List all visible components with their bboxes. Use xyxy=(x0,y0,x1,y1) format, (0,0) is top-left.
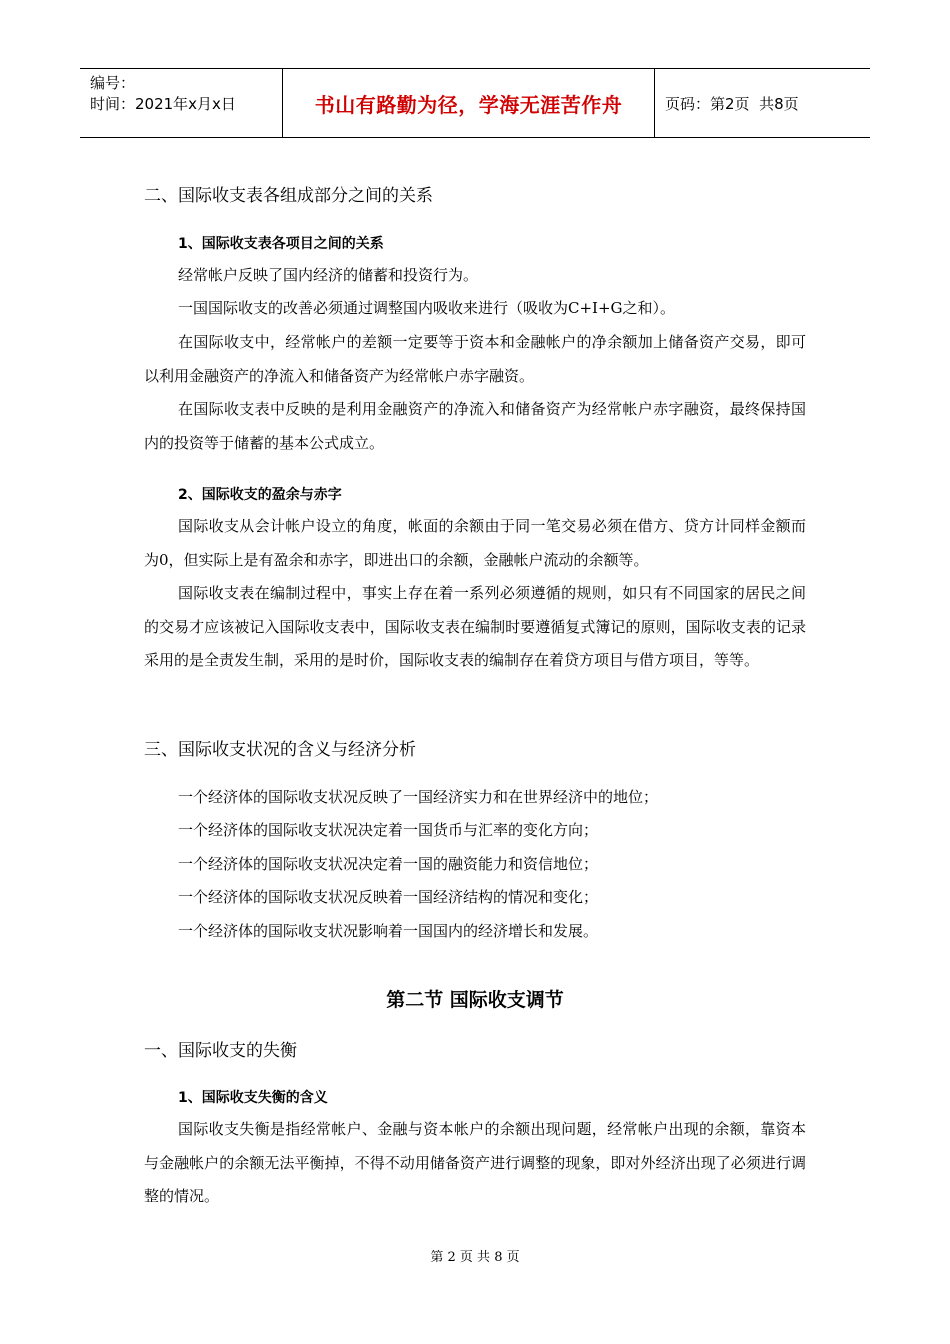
paragraph: 国际收支失衡是指经常帐户、金融与资本帐户的余额出现问题，经常帐户出现的余额，靠资本与金融帐户的余额无法平衡掉，不得不动用储备资产进行调整的现象，即对外经济出现了必须进行调整的情况。 xyxy=(144,1120,806,1205)
paragraph: 国际收支表在编制过程中，事实上存在着一系列必须遵循的规则，如只有不同国家的居民之间的交易才应该被记入国际收支表中，国际收支表在编制时要遵循复式簿记的原则，国际收支表的记录采用的是全责发生制，采用的是时价，国际收支表的编制存在着贷方项目与借方项目，等等。 xyxy=(144,584,806,669)
page-footer xyxy=(0,1246,950,1265)
list-item: 一个经济体的国际收支状况影响着一国国内的经济增长和发展。 xyxy=(178,922,599,940)
header-motto-cell xyxy=(282,69,655,137)
paragraph: 在国际收支中，经常帐户的差额一定要等于资本和金融帐户的净余额加上储备资产交易，即可以利用金融资产的净流入和储备资产为经常帐户赤字融资。 xyxy=(144,333,806,385)
footer-page-number: 第 2 页 共 8 页 xyxy=(430,1250,520,1265)
list-item: 一个经济体的国际收支状况反映着一国经济结构的情况和变化； xyxy=(178,888,599,906)
section-heading: 二、国际收支表各组成部分之间的关系 xyxy=(144,186,433,206)
subsection-heading: 2、国际收支的盈余与赤字 xyxy=(178,487,342,503)
list-item: 一个经济体的国际收支状况反映了一国经济实力和在世界经济中的地位； xyxy=(178,788,659,806)
list-item: 一个经济体的国际收支状况决定着一国货币与汇率的变化方向； xyxy=(178,821,599,839)
paragraph: 经常帐户反映了国内经济的储蓄和投资行为。 xyxy=(178,266,479,284)
number-label: 编号： xyxy=(90,74,136,92)
header-meta xyxy=(80,69,282,137)
paragraph: 在国际收支表中反映的是利用金融资产的净流入和储备资产为经常帐户赤字融资，最终保持国内的投资等于储蓄的基本公式成立。 xyxy=(144,400,806,452)
section-heading: 一、国际收支的失衡 xyxy=(144,1041,297,1061)
date-label: 时间：2021年x月x日 xyxy=(90,95,236,113)
subsection-heading: 1、国际收支表各项目之间的关系 xyxy=(178,236,384,252)
page-header xyxy=(80,68,870,138)
paragraph: 国际收支从会计帐户设立的角度，帐面的余额由于同一笔交易必须在借方、贷方计同样金额而为0，但实际上是有盈余和赤字，即进出口的余额，金融帐户流动的余额等。 xyxy=(144,517,806,569)
paragraph: 一国国际收支的改善必须通过调整国内吸收来进行（吸收为C+I+G之和）。 xyxy=(178,299,676,317)
list-item: 一个经济体的国际收支状况决定着一国的融资能力和资信地位； xyxy=(178,855,599,873)
chapter-title: 第二节 国际收支调节 xyxy=(386,989,564,1011)
header-page-info xyxy=(655,69,870,137)
section-heading: 三、国际收支状况的含义与经济分析 xyxy=(144,740,416,760)
motto-text: 书山有路勤为径，学海无涯苦作舟 xyxy=(314,92,623,117)
page-info-text: 页码：第2页 共8页 xyxy=(665,94,799,113)
subsection-heading: 1、国际收支失衡的含义 xyxy=(178,1090,328,1106)
